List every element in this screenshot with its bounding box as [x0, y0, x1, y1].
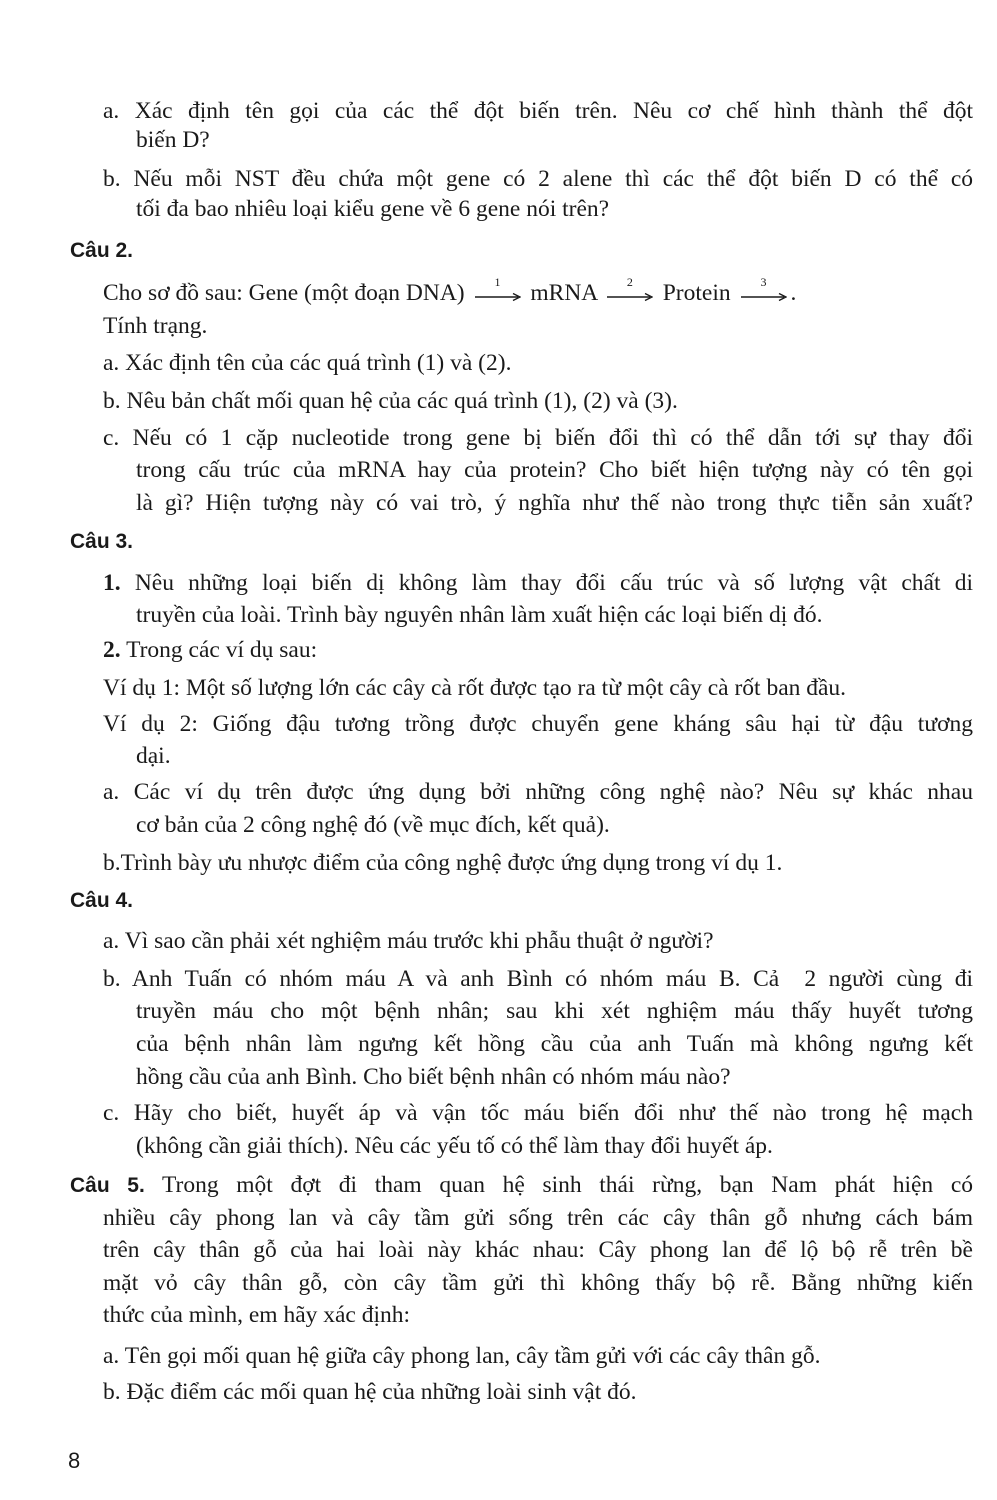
page-number: 8	[68, 1448, 81, 1473]
arrow-3-icon	[741, 274, 787, 302]
cau3-p1-text: Nêu những loại biến dị không làm thay đổi cấu trúc và số lượng vật chất di	[120, 570, 973, 596]
cau5-line4: mặt vỏ cây thân gỗ, còn cây tầm gửi thì không thấy bộ rễ. Bằng những kiến	[103, 1270, 973, 1296]
cau3-vd2-line1: Ví dụ 2: Giống đậu tương trồng được chuyển gene kháng sâu hại từ đậu tương	[103, 711, 973, 737]
cau3-b: b.Trình bày ưu nhược điểm của công nghệ được ứng dụng trong ví dụ 1.	[103, 850, 783, 876]
cau4-c-line1: c. Hãy cho biết, huyết áp và vận tốc máu biến đổi như thế nào trong hệ mạch	[103, 1100, 973, 1126]
cau3-p2-number: 2.	[103, 637, 121, 663]
cau1-b-line1: b. Nếu mỗi NST đều chứa một gene có 2 alene thì các thể đột biến D có thể có	[103, 166, 973, 192]
cau2-c-line3: là gì? Hiện tượng này có vai trò, ý nghĩa như thế nào trong thực tiễn sản xuất?	[136, 490, 973, 516]
cau1-a-line2: biến D?	[136, 127, 210, 153]
arrow-2-label: 2	[626, 274, 633, 289]
cau5-heading: Câu 5.	[70, 1174, 145, 1197]
arrow-1-label: 1	[494, 274, 501, 289]
cau5-b: b. Đặc điểm các mối quan hệ của những loài sinh vật đó.	[103, 1379, 637, 1405]
cau4-b-line2: truyền máu cho một bệnh nhân; sau khi xét nghiệm máu thấy huyết tương	[136, 998, 973, 1024]
cau2-heading: Câu 2.	[70, 239, 134, 262]
cau5-a: a. Tên gọi mối quan hệ giữa cây phong lan, cây tầm gửi với các cây thân gỗ.	[103, 1343, 821, 1369]
scheme-mrna: mRNA	[530, 280, 597, 306]
cau2-scheme-line2: Tính trạng.	[103, 313, 208, 339]
cau3-heading: Câu 3.	[70, 530, 134, 553]
cau1-a-line1: a. Xác định tên gọi của các thể đột biến trên. Nêu cơ chế hình thành thể đột	[103, 98, 973, 124]
cau3-vd1: Ví dụ 1: Một số lượng lớn các cây cà rốt được tạo ra từ một cây cà rốt ban đầu.	[103, 675, 847, 701]
cau1-b-line2: tối đa bao nhiêu loại kiểu gene về 6 gene nói trên?	[136, 196, 610, 222]
cau4-heading: Câu 4.	[70, 889, 134, 912]
cau3-a-line2: cơ bản của 2 công nghệ đó (về mục đích, kết quả).	[136, 812, 610, 838]
cau4-a: a. Vì sao cần phải xét nghiệm máu trước khi phẫu thuật ở người?	[103, 928, 714, 954]
cau5-line3: trên cây thân gỗ của hai loài này khác nhau: Cây phong lan để lộ bộ rễ trên bề	[103, 1237, 973, 1263]
cau3-p2-text: Trong các ví dụ sau:	[120, 637, 318, 663]
arrow-2-icon	[607, 274, 653, 302]
cau4-b-line3: của bệnh nhân làm ngưng kết hồng cầu của anh Tuấn mà không ngưng kết	[136, 1031, 973, 1057]
cau4-b-line1: b. Anh Tuấn có nhóm máu A và anh Bình có nhóm máu B. Cả 2 người cùng đi	[103, 966, 973, 992]
cau3-p1-line2: truyền của loài. Trình bày nguyên nhân làm xuất hiện các loại biến dị đó.	[136, 602, 823, 628]
cau5-line2: nhiều cây phong lan và cây tầm gửi sống trên các cây thân gỗ nhưng cách bám	[103, 1205, 973, 1231]
cau5-line5: thức của mình, em hãy xác định:	[103, 1302, 411, 1328]
cau2-c-line2: trong cấu trúc của mRNA hay của protein? Cho biết hiện tượng này có tên gọi	[136, 457, 973, 483]
scheme-end: .	[790, 280, 797, 306]
cau3-p1-line1	[103, 570, 973, 596]
cau3-p1-number: 1.	[103, 570, 121, 596]
cau5-line1	[70, 1172, 973, 1198]
scheme-prefix: Cho sơ đồ sau: Gene (một đoạn DNA)	[103, 280, 465, 306]
cau3-vd2-line2: dại.	[136, 743, 171, 769]
cau2-a: a. Xác định tên của các quá trình (1) và (2).	[103, 350, 512, 376]
cau2-c-line1: c. Nếu có 1 cặp nucleotide trong gene bị biến đổi thì có thể dẫn tới sự thay đổi	[103, 425, 973, 451]
cau3-p2	[103, 637, 317, 663]
cau2-scheme	[103, 274, 797, 306]
cau5-intro-1: Trong một đợt đi tham quan hệ sinh thái rừng, bạn Nam phát hiện có	[144, 1172, 973, 1198]
arrow-3-label: 3	[760, 274, 767, 289]
cau4-b-line4: hồng cầu của anh Bình. Cho biết bệnh nhân có nhóm máu nào?	[136, 1064, 731, 1090]
cau4-c-line2: (không cần giải thích). Nêu các yếu tố có thể làm thay đổi huyết áp.	[136, 1133, 773, 1159]
cau2-b: b. Nêu bản chất mối quan hệ của các quá trình (1), (2) và (3).	[103, 388, 678, 414]
arrow-1-icon	[475, 274, 521, 302]
cau3-a-line1: a. Các ví dụ trên được ứng dụng bởi những công nghệ nào? Nêu sự khác nhau	[103, 779, 973, 805]
scheme-protein: Protein	[662, 280, 731, 306]
